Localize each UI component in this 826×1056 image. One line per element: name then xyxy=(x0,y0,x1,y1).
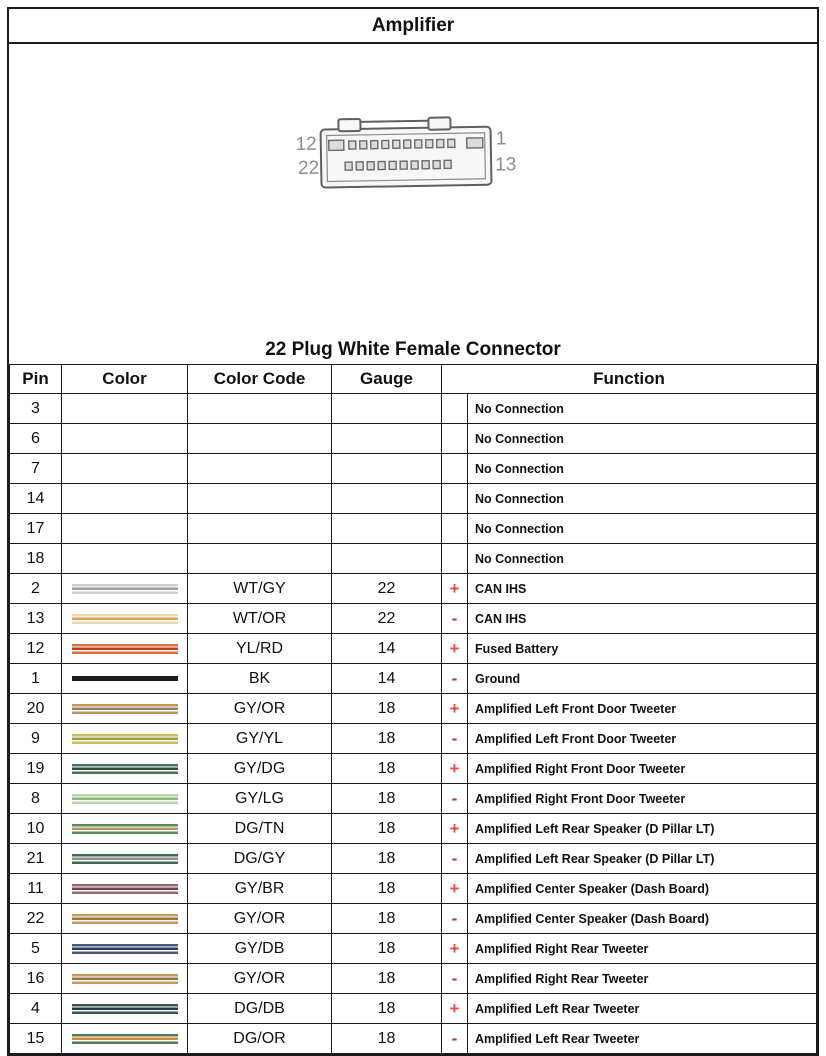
wire-color-swatch xyxy=(72,794,178,804)
color-code-cell: DG/GY xyxy=(188,844,332,874)
polarity-cell: + xyxy=(442,694,468,724)
pin-label-bottom-right: 13 xyxy=(494,154,517,176)
header-color-code: Color Code xyxy=(188,365,332,394)
polarity-cell: - xyxy=(442,784,468,814)
pin-number-cell: 6 xyxy=(10,424,62,454)
pin-label-top-right: 1 xyxy=(495,128,507,150)
color-code-cell xyxy=(188,544,332,574)
wire-color-swatch xyxy=(72,614,178,624)
polarity-cell xyxy=(442,484,468,514)
table-row xyxy=(10,604,817,634)
pin-number-cell: 22 xyxy=(10,904,62,934)
table-row xyxy=(10,994,817,1024)
table-row xyxy=(10,754,817,784)
polarity-cell: - xyxy=(442,664,468,694)
table-row xyxy=(10,784,817,814)
wire-color-cell xyxy=(62,664,188,694)
pin-number-cell: 2 xyxy=(10,574,62,604)
pin-number-cell: 3 xyxy=(10,394,62,424)
table-row xyxy=(10,544,817,574)
wire-color-cell xyxy=(62,574,188,604)
gauge-cell xyxy=(332,544,442,574)
pin-number-cell: 7 xyxy=(10,454,62,484)
header-color: Color xyxy=(62,365,188,394)
polarity-cell xyxy=(442,424,468,454)
function-cell: No Connection xyxy=(468,454,817,484)
table-row xyxy=(10,904,817,934)
polarity-cell: + xyxy=(442,634,468,664)
gauge-cell: 18 xyxy=(332,754,442,784)
wire-color-cell xyxy=(62,694,188,724)
gauge-cell: 18 xyxy=(332,934,442,964)
polarity-cell: - xyxy=(442,844,468,874)
pin-number-cell: 18 xyxy=(10,544,62,574)
wire-color-cell xyxy=(62,934,188,964)
table-row xyxy=(10,1024,817,1054)
connector-body xyxy=(320,117,491,188)
gauge-cell: 18 xyxy=(332,1024,442,1054)
table-row xyxy=(10,424,817,454)
wire-color-cell xyxy=(62,634,188,664)
wire-color-cell xyxy=(62,874,188,904)
wire-color-cell xyxy=(62,724,188,754)
pin-number-cell: 11 xyxy=(10,874,62,904)
color-code-cell: GY/DB xyxy=(188,934,332,964)
wire-color-cell xyxy=(62,544,188,574)
header-function: Function xyxy=(442,365,817,394)
pin-number-cell: 10 xyxy=(10,814,62,844)
gauge-cell xyxy=(332,424,442,454)
pin-label-top-left: 12 xyxy=(295,133,317,156)
wire-color-cell xyxy=(62,1024,188,1054)
pin-number-cell: 15 xyxy=(10,1024,62,1054)
table-row xyxy=(10,934,817,964)
wire-color-swatch xyxy=(72,676,178,681)
color-code-cell: WT/GY xyxy=(188,574,332,604)
page-title: Amplifier xyxy=(9,9,817,44)
gauge-cell: 18 xyxy=(332,814,442,844)
gauge-cell: 18 xyxy=(332,874,442,904)
wire-color-swatch xyxy=(72,764,178,774)
wire-color-cell xyxy=(62,844,188,874)
polarity-cell xyxy=(442,544,468,574)
pin-number-cell: 16 xyxy=(10,964,62,994)
function-cell: No Connection xyxy=(468,514,817,544)
function-cell: Amplified Right Rear Tweeter xyxy=(468,964,817,994)
polarity-cell xyxy=(442,394,468,424)
pin-number-cell: 19 xyxy=(10,754,62,784)
pin-number-cell: 17 xyxy=(10,514,62,544)
polarity-cell: + xyxy=(442,574,468,604)
function-cell: Amplified Right Front Door Tweeter xyxy=(468,754,817,784)
pin-number-cell: 9 xyxy=(10,724,62,754)
pin-label-bottom-left: 22 xyxy=(297,157,320,180)
wire-color-cell xyxy=(62,394,188,424)
connector-diagram-section xyxy=(9,106,817,364)
pinout-table-body xyxy=(10,394,817,1054)
polarity-cell xyxy=(442,514,468,544)
wire-color-swatch xyxy=(72,584,178,594)
gauge-cell: 18 xyxy=(332,994,442,1024)
function-cell: Amplified Right Front Door Tweeter xyxy=(468,784,817,814)
wire-color-swatch xyxy=(72,734,178,744)
table-row xyxy=(10,964,817,994)
function-cell: Amplified Left Rear Speaker (D Pillar LT) xyxy=(468,844,817,874)
function-cell: CAN IHS xyxy=(468,574,817,604)
color-code-cell: DG/OR xyxy=(188,1024,332,1054)
color-code-cell: GY/OR xyxy=(188,694,332,724)
pin-number-cell: 12 xyxy=(10,634,62,664)
table-row xyxy=(10,664,817,694)
function-cell: Fused Battery xyxy=(468,634,817,664)
wire-color-swatch xyxy=(72,884,178,894)
wire-color-cell xyxy=(62,454,188,484)
wire-color-swatch xyxy=(72,944,178,954)
table-row xyxy=(10,394,817,424)
polarity-cell: + xyxy=(442,814,468,844)
function-cell: Amplified Center Speaker (Dash Board) xyxy=(468,874,817,904)
pin-number-cell: 14 xyxy=(10,484,62,514)
gauge-cell: 18 xyxy=(332,784,442,814)
table-row xyxy=(10,484,817,514)
gauge-cell: 14 xyxy=(332,664,442,694)
wire-color-cell xyxy=(62,424,188,454)
connector-diagram xyxy=(282,104,544,209)
header-pin: Pin xyxy=(10,365,62,394)
function-cell: No Connection xyxy=(468,544,817,574)
wire-color-cell xyxy=(62,994,188,1024)
wire-color-cell xyxy=(62,814,188,844)
wire-color-cell xyxy=(62,904,188,934)
gauge-cell xyxy=(332,484,442,514)
color-code-cell xyxy=(188,454,332,484)
table-row xyxy=(10,724,817,754)
pin-number-cell: 1 xyxy=(10,664,62,694)
color-code-cell: YL/RD xyxy=(188,634,332,664)
color-code-cell: GY/OR xyxy=(188,964,332,994)
gauge-cell xyxy=(332,514,442,544)
color-code-cell: WT/OR xyxy=(188,604,332,634)
wire-color-cell xyxy=(62,964,188,994)
polarity-cell: - xyxy=(442,904,468,934)
gauge-cell: 22 xyxy=(332,574,442,604)
color-code-cell: GY/OR xyxy=(188,904,332,934)
polarity-cell: + xyxy=(442,934,468,964)
gauge-cell: 18 xyxy=(332,844,442,874)
gauge-cell xyxy=(332,394,442,424)
pinout-table xyxy=(9,364,817,1054)
amplifier-pinout-page xyxy=(7,7,819,1056)
pin-number-cell: 20 xyxy=(10,694,62,724)
wire-color-swatch xyxy=(72,1004,178,1014)
table-row xyxy=(10,814,817,844)
wire-color-cell xyxy=(62,604,188,634)
pin-number-cell: 5 xyxy=(10,934,62,964)
wire-color-cell xyxy=(62,484,188,514)
polarity-cell xyxy=(442,454,468,484)
color-code-cell: GY/DG xyxy=(188,754,332,784)
gauge-cell: 18 xyxy=(332,724,442,754)
gauge-cell xyxy=(332,454,442,484)
function-cell: No Connection xyxy=(468,394,817,424)
table-row xyxy=(10,694,817,724)
function-cell: Amplified Left Rear Tweeter xyxy=(468,994,817,1024)
pin-number-cell: 13 xyxy=(10,604,62,634)
color-code-cell xyxy=(188,424,332,454)
table-row xyxy=(10,514,817,544)
color-code-cell: BK xyxy=(188,664,332,694)
function-cell: Amplified Right Rear Tweeter xyxy=(468,934,817,964)
table-header-row xyxy=(10,365,817,394)
polarity-cell: + xyxy=(442,874,468,904)
color-code-cell: DG/TN xyxy=(188,814,332,844)
polarity-cell: + xyxy=(442,994,468,1024)
table-row xyxy=(10,574,817,604)
function-cell: Ground xyxy=(468,664,817,694)
function-cell: Amplified Left Rear Tweeter xyxy=(468,1024,817,1054)
function-cell: Amplified Left Front Door Tweeter xyxy=(468,694,817,724)
header-gauge: Gauge xyxy=(332,365,442,394)
wire-color-swatch xyxy=(72,854,178,864)
polarity-cell: - xyxy=(442,964,468,994)
wire-color-cell xyxy=(62,784,188,814)
gauge-cell: 18 xyxy=(332,964,442,994)
wire-color-swatch xyxy=(72,824,178,834)
wire-color-swatch xyxy=(72,1034,178,1044)
wire-color-swatch xyxy=(72,644,178,654)
polarity-cell: - xyxy=(442,724,468,754)
pin-number-cell: 21 xyxy=(10,844,62,874)
wire-color-cell xyxy=(62,514,188,544)
polarity-cell: - xyxy=(442,604,468,634)
table-row xyxy=(10,454,817,484)
function-cell: CAN IHS xyxy=(468,604,817,634)
color-code-cell: DG/DB xyxy=(188,994,332,1024)
table-row xyxy=(10,874,817,904)
table-row xyxy=(10,634,817,664)
gauge-cell: 14 xyxy=(332,634,442,664)
wire-color-cell xyxy=(62,754,188,784)
function-cell: No Connection xyxy=(468,424,817,454)
color-code-cell xyxy=(188,484,332,514)
gauge-cell: 22 xyxy=(332,604,442,634)
table-row xyxy=(10,844,817,874)
gauge-cell: 18 xyxy=(332,904,442,934)
wire-color-swatch xyxy=(72,914,178,924)
wire-color-swatch xyxy=(72,704,178,714)
wire-color-swatch xyxy=(72,974,178,984)
gauge-cell: 18 xyxy=(332,694,442,724)
color-code-cell xyxy=(188,514,332,544)
function-cell: Amplified Left Front Door Tweeter xyxy=(468,724,817,754)
color-code-cell: GY/YL xyxy=(188,724,332,754)
connector-label: 22 Plug White Female Connector xyxy=(265,339,561,360)
color-code-cell: GY/LG xyxy=(188,784,332,814)
function-cell: Amplified Center Speaker (Dash Board) xyxy=(468,904,817,934)
polarity-cell: - xyxy=(442,1024,468,1054)
function-cell: No Connection xyxy=(468,484,817,514)
color-code-cell xyxy=(188,394,332,424)
function-cell: Amplified Left Rear Speaker (D Pillar LT) xyxy=(468,814,817,844)
polarity-cell: + xyxy=(442,754,468,784)
pin-number-cell: 4 xyxy=(10,994,62,1024)
color-code-cell: GY/BR xyxy=(188,874,332,904)
pin-number-cell: 8 xyxy=(10,784,62,814)
